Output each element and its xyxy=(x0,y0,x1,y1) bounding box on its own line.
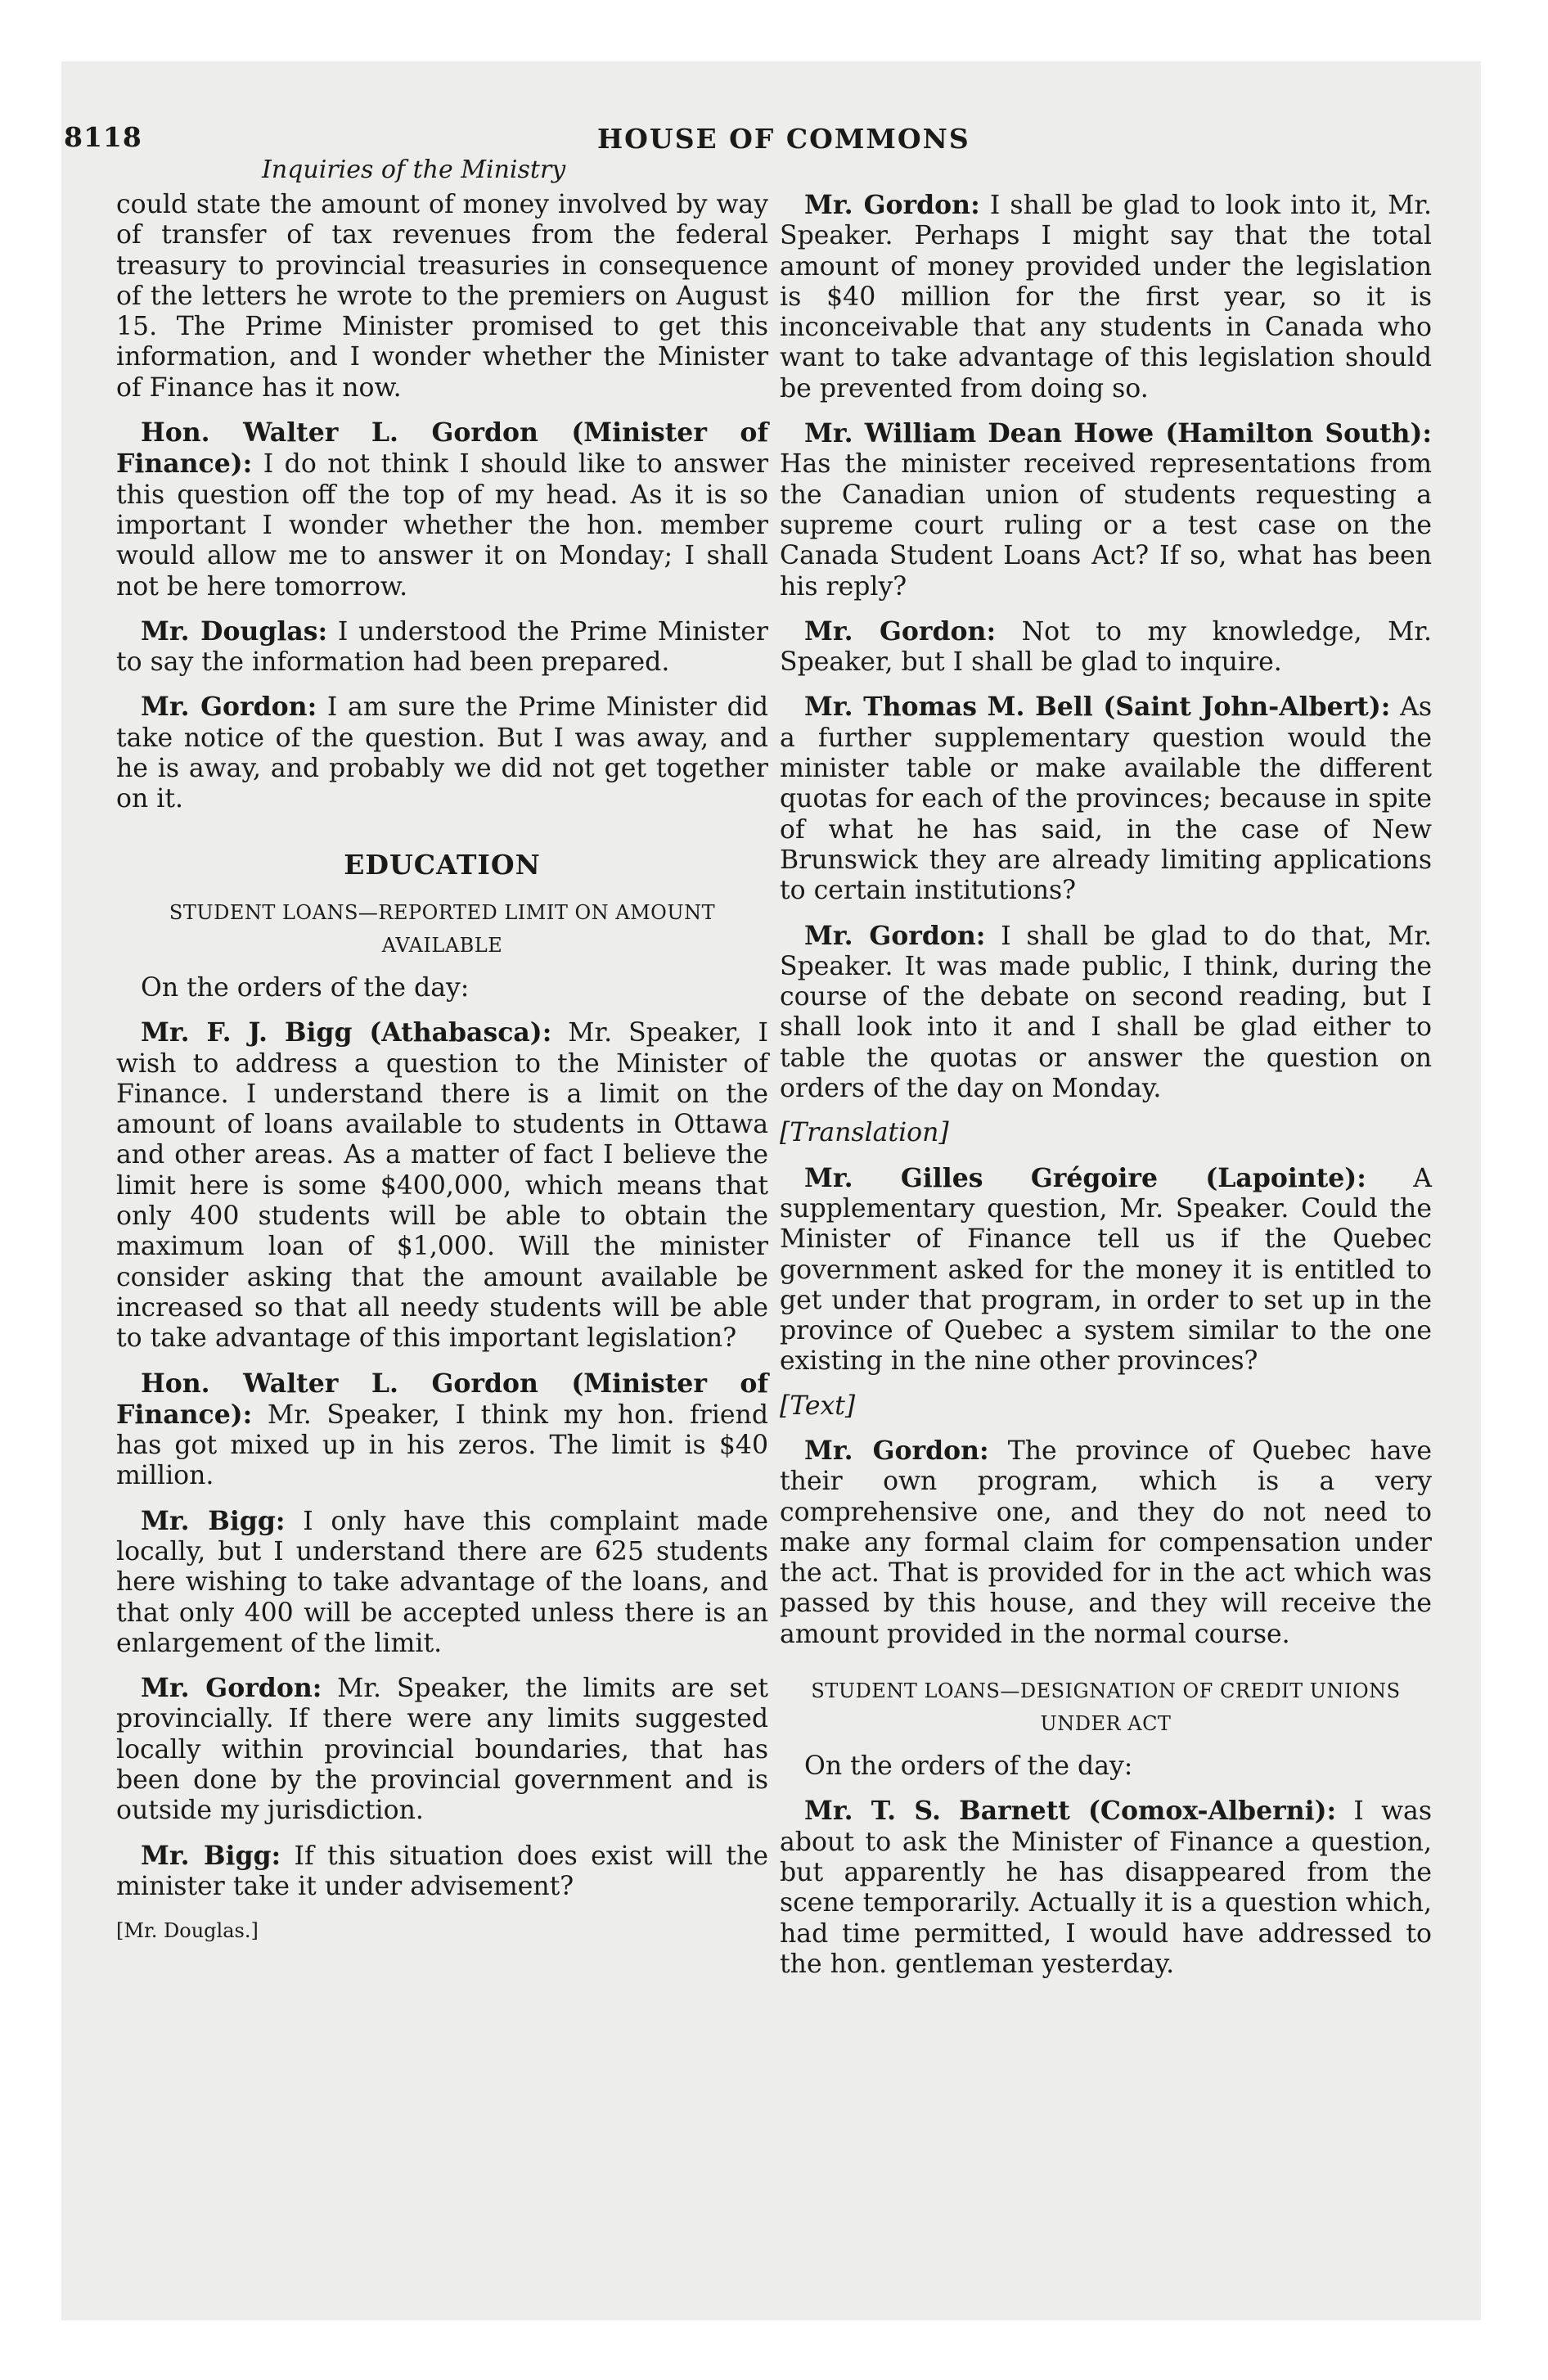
speaker: Mr. William Dean Howe (Hamilton South): xyxy=(804,418,1432,449)
speaker: Mr. F. J. Bigg (Athabasca): xyxy=(141,1017,552,1048)
paragraph: Mr. F. J. Bigg (Athabasca): Mr. Speaker, I wish to address a question to the Minister of Finance. I understand there is a limit on the amount of loans available to students in Ottawa and other areas. As a matter of fact I believe the limit here is some $400,000, which means that only 400 students will be able to obtain the maximum loan of $1,000. Will the minister consider asking that the amount available be increased so that all needy students will be able to take advantage of this important legislation? xyxy=(116,1017,768,1354)
speaker: Mr. Gordon: xyxy=(804,1435,989,1466)
paragraph: Mr. Bigg: I only have this complaint made locally, but I understand there are 625 students here wishing to take advantage of the loans, and that only 400 will be accepted unless there is an enlargement of the limit. xyxy=(116,1505,768,1658)
paragraph: Mr. William Dean Howe (Hamilton South): Has the minister received representations from the Canadian union of students requesting a supreme court ruling or a test case on the Canada Student Loans Act? If so, what has been his reply? xyxy=(780,418,1432,602)
left-column xyxy=(116,190,768,1961)
paragraph: could state the amount of money involved by way of transfer of tax revenues from the federal treasury to provincial treasuries in consequence of the letters he wrote to the premiers on August 15. The Prime Minister promised to get this information, and I wonder whether the Minister of Finance has it now. xyxy=(116,190,768,403)
speaker: Mr. Gordon: xyxy=(141,1673,322,1704)
speaker: Mr. Douglas: xyxy=(141,615,328,647)
orders-line: On the orders of the day: xyxy=(804,1751,1133,1782)
orders-line: On the orders of the day: xyxy=(141,972,470,1003)
paragraph: Mr. Gilles Grégoire (Lapointe): A supplementary question, Mr. Speaker. Could the Minister of Finance tell us if the Quebec government asked for the money it is entitled to get under that program, in order to set up in the province of Quebec a system similar to the one existing in the nine other provinces? xyxy=(780,1162,1432,1377)
paragraph: Mr. Gordon: Mr. Speaker, the limits are set provincially. If there were any limits suggested locally within provincial boundaries, that has been done by the provincial government and is outside my jurisdiction. xyxy=(116,1673,768,1826)
footer-note: [Mr. Douglas.] xyxy=(116,1919,259,1943)
paragraph: Mr. Gordon: The province of Quebec have their own program, which is a very comprehensive one, and they do not need to make any formal claim for compensation under the act. That is provided for in the act which was passed by this house, and they will receive the amount provided in the normal course. xyxy=(780,1435,1432,1649)
paragraph: Mr. Gordon: Not to my knowledge, Mr. Speaker, but I shall be glad to inquire. xyxy=(780,615,1432,678)
speaker: Hon. Walter L. Gordon (Minister of Finance): xyxy=(116,1368,768,1430)
text-tag: [Text] xyxy=(780,1391,856,1421)
running-subtitle: Inquiries of the Ministry xyxy=(262,156,566,184)
sub-heading: STUDENT LOANS—DESIGNATION OF CREDIT UNIONS UNDER ACT xyxy=(811,1679,1401,1736)
right-column xyxy=(780,190,1432,1994)
paragraph: Hon. Walter L. Gordon (Minister of Finance): I do not think I should like to answer this question off the top of my head. As it is so important I wonder whether the hon. member would allow me to answer it on Monday; I shall not be here tomorrow. xyxy=(116,417,768,602)
speaker: Mr. Bigg: xyxy=(141,1840,281,1871)
speaker: Mr. T. S. Barnett (Comox-Alberni): xyxy=(804,1796,1337,1827)
speaker: Mr. Bigg: xyxy=(141,1505,286,1536)
translation-tag: [Translation] xyxy=(780,1118,949,1148)
speaker: Mr. Gilles Grégoire (Lapointe): xyxy=(804,1162,1366,1193)
speaker: Mr. Thomas M. Bell (Saint John-Albert): xyxy=(804,692,1391,723)
speaker: Mr. Gordon: xyxy=(804,920,986,951)
speaker: Hon. Walter L. Gordon (Minister of Finance): xyxy=(116,417,768,480)
speaker: Mr. Gordon: xyxy=(804,615,997,647)
paragraph: Mr. Thomas M. Bell (Saint John-Albert): As a further supplementary question would the minister table or make available the different quotas for each of the provinces; because in spite of what he has said, in the case of New Brunswick they are already limiting applications to certain institutions? xyxy=(780,692,1432,906)
speaker: Mr. Gordon: xyxy=(141,692,317,723)
paragraph: Mr. Gordon: I shall be glad to look into it, Mr. Speaker. Perhaps I might say that the total amount of money provided under the legislation is $40 million for the first year, so it is inconceivable that any students in Canada who want to take advantage of this legislation should be prevented from doing so. xyxy=(780,190,1432,403)
paragraph: Mr. Gordon: I shall be glad to do that, Mr. Speaker. It was made public, I think, during the course of the debate on second reading, but I shall look into it and I shall be glad either to table the quotas or answer the question on orders of the day on Monday. xyxy=(780,920,1432,1104)
paragraph: Mr. Gordon: I am sure the Prime Minister did take notice of the question. But I was away, and he is away, and probably we did not get together on it. xyxy=(116,692,768,814)
section-heading: EDUCATION xyxy=(344,848,541,881)
paragraph: Mr. T. S. Barnett (Comox-Alberni): I was about to ask the Minister of Finance a question, but apparently he has disappeared from the scene temporarily. Actually it is a question which, had time permitted, I would have addressed to the hon. gentleman yesterday. xyxy=(780,1796,1432,1979)
sub-heading: STUDENT LOANS—REPORTED LIMIT ON AMOUNT AVAILABLE xyxy=(169,900,716,957)
paragraph: Mr. Bigg: If this situation does exist will the minister take it under advisement? xyxy=(116,1840,768,1901)
speaker: Mr. Gordon: xyxy=(804,190,980,220)
page-number: 8118 xyxy=(64,121,142,153)
paragraph: Mr. Douglas: I understood the Prime Minister to say the information had been prepared. xyxy=(116,615,768,678)
paragraph: Hon. Walter L. Gordon (Minister of Finance): Mr. Speaker, I think my hon. friend has got mixed up in his zeros. The limit is $40 million. xyxy=(116,1368,768,1491)
page-title: HOUSE OF COMMONS xyxy=(597,123,970,155)
